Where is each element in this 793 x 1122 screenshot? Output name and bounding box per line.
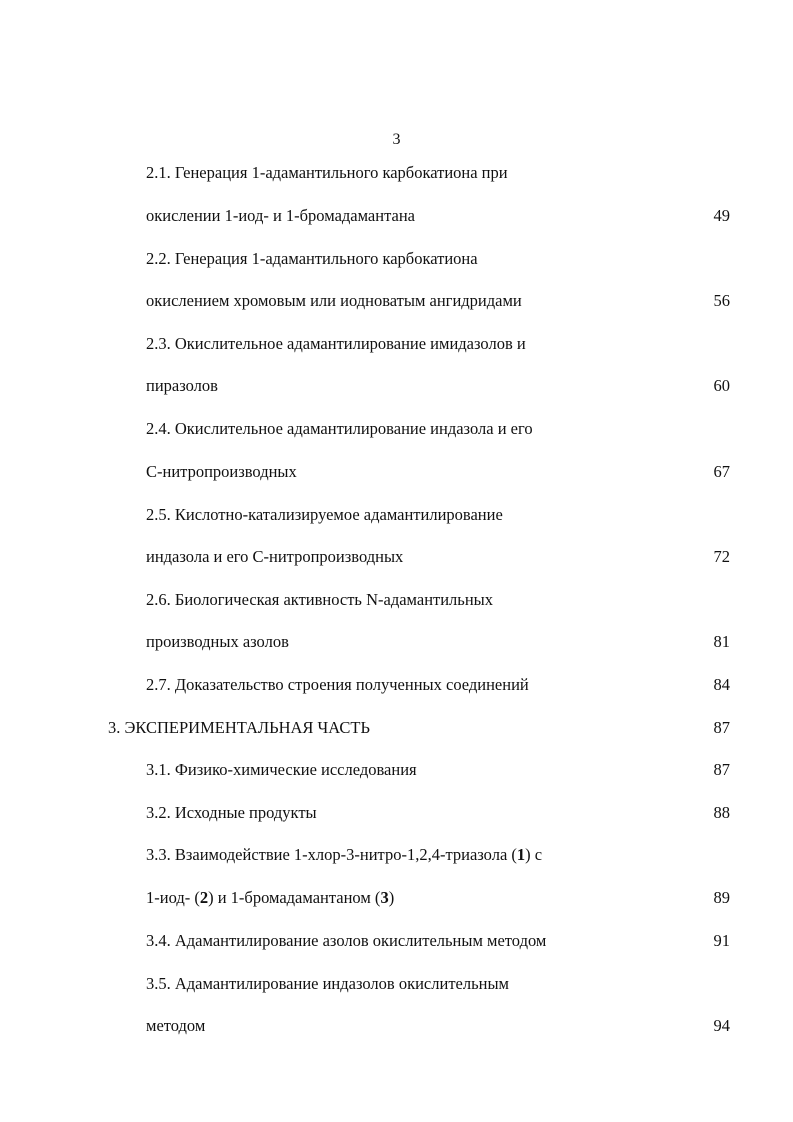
toc-entry-3-1-line1: 3.1. Физико-химические исследования bbox=[146, 760, 417, 779]
toc-entry-2-2-line2: окислением хромовым или иодноватым ангидридами bbox=[146, 291, 522, 310]
toc-entry-3-5-page: 94 bbox=[713, 1016, 730, 1035]
toc-entry-3-2-page: 88 bbox=[713, 803, 730, 822]
toc-entry-2-3-page: 60 bbox=[713, 376, 730, 395]
page-number: 3 bbox=[392, 131, 401, 148]
toc-entry-3-2-line1: 3.2. Исходные продукты bbox=[146, 803, 317, 822]
compound-number-1: 1 bbox=[516, 845, 526, 864]
toc-section-3-page: 87 bbox=[713, 718, 730, 737]
toc-section-3-title: 3. ЭКСПЕРИМЕНТАЛЬНАЯ ЧАСТЬ bbox=[108, 718, 370, 737]
entry-3-3-text-2a: 1-иод- ( bbox=[146, 888, 200, 907]
toc-entry-3-1-page: 87 bbox=[713, 760, 730, 779]
compound-number-3: 3 bbox=[380, 888, 389, 907]
toc-entry-2-7-page: 84 bbox=[713, 675, 730, 694]
compound-number-2: 2 bbox=[199, 888, 209, 907]
toc-entry-2-5-page: 72 bbox=[713, 547, 730, 566]
toc-entry-2-2-page: 56 bbox=[713, 291, 730, 310]
entry-3-3-text-c: ) с bbox=[525, 845, 543, 864]
toc-entry-2-1-page: 49 bbox=[713, 206, 730, 225]
toc-entry-3-5-line2: методом bbox=[146, 1016, 206, 1035]
toc-entry-2-4-page: 67 bbox=[713, 462, 730, 481]
toc-entry-2-5-line1: 2.5. Кислотно-катализируемое адамантилирование bbox=[146, 505, 503, 524]
toc-entry-2-1-line1: 2.1. Генерация 1-адамантильного карбокатиона при bbox=[146, 163, 508, 182]
toc-entry-3-5-line1: 3.5. Адамантилирование индазолов окислительным bbox=[146, 974, 509, 993]
toc-entry-3-3-line1 bbox=[146, 842, 542, 868]
toc-entry-2-3-line2: пиразолов bbox=[146, 376, 218, 395]
toc-entry-2-2-line1: 2.2. Генерация 1-адамантильного карбокатиона bbox=[146, 249, 478, 268]
toc-entry-2-1-line2: окислении 1-иод- и 1-бромадамантана bbox=[146, 206, 415, 225]
toc-entry-2-7-line1: 2.7. Доказательство строения полученных соединений bbox=[146, 675, 529, 694]
entry-3-3-text-a: 3.3. Взаимодействие 1-хлор-3-нитро-1,2,4-триазола ( bbox=[146, 845, 517, 864]
toc-entry-3-3-page: 89 bbox=[713, 888, 730, 907]
entry-3-3-text-2e: ) bbox=[388, 888, 395, 907]
toc-entry-2-3-line1: 2.3. Окислительное адамантилирование имидазолов и bbox=[146, 334, 526, 353]
toc-entry-2-5-line2: индазола и его С-нитропроизводных bbox=[146, 547, 404, 566]
entry-3-3-text-2c: ) и 1-бромадамантаном ( bbox=[208, 888, 381, 907]
toc-entry-3-4-page: 91 bbox=[713, 931, 730, 950]
toc-entry-2-4-line1: 2.4. Окислительное адамантилирование индазола и его bbox=[146, 419, 533, 438]
toc-entry-2-6-line1: 2.6. Биологическая активность N-адамантильных bbox=[146, 590, 493, 609]
toc-entry-3-4-line1: 3.4. Адамантилирование азолов окислительным методом bbox=[146, 931, 547, 950]
toc-entry-3-3-line2 bbox=[146, 885, 394, 911]
toc-entry-2-6-line2: производных азолов bbox=[146, 632, 289, 651]
toc-entry-2-4-line2: С-нитропроизводных bbox=[146, 462, 297, 481]
toc-entry-2-6-page: 81 bbox=[713, 632, 730, 651]
